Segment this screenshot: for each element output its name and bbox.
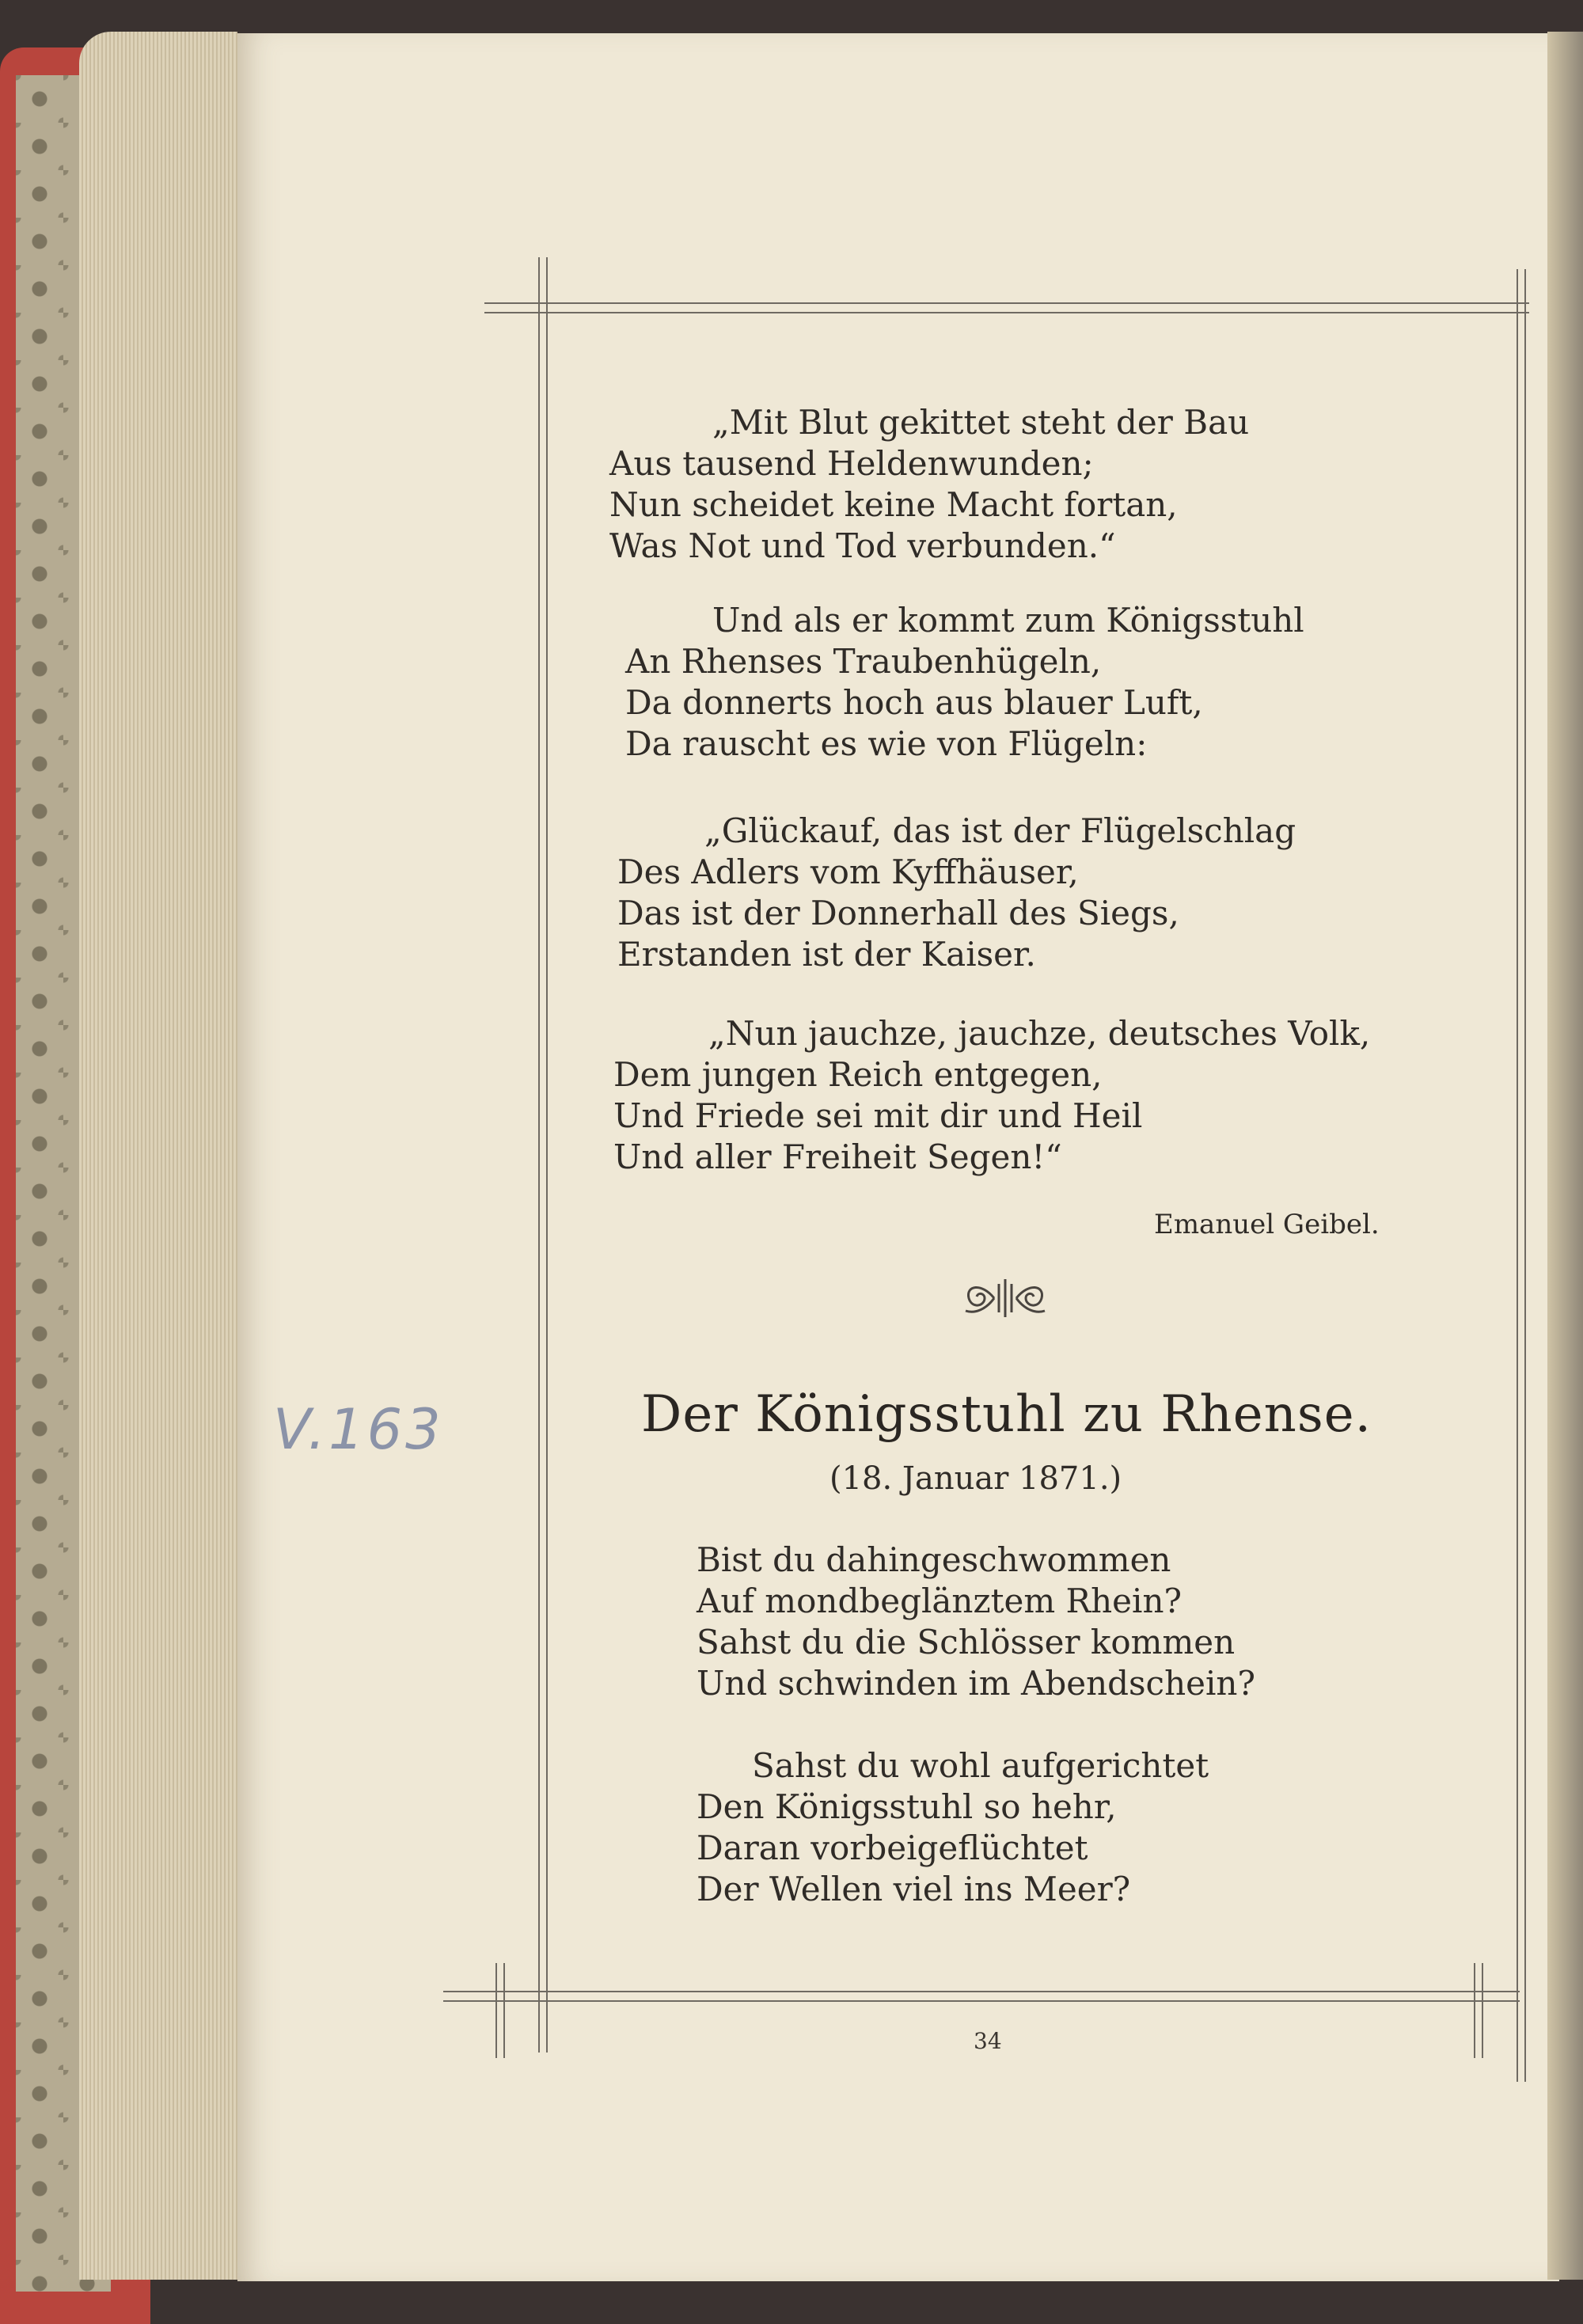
frame-bottom-left-line [495,1963,497,2058]
page-edges [79,32,237,2280]
poem-line: Der Wellen viel ins Meer? [697,1870,1131,1908]
frame-right-line [1517,269,1518,2082]
poem-line: „Nun jauchze, jauchze, deutsches Volk, [708,1014,1371,1053]
poem-line: Das ist der Donnerhall des Siegs, [617,894,1179,932]
frame-left-line [538,257,540,2052]
poem-line: Und Friede sei mit dir und Heil [613,1096,1143,1135]
poem-line: Sahst du wohl aufgerichtet [752,1746,1209,1785]
poem-2-stanza-1 [697,1540,1255,1704]
poem-line: „Mit Blut gekittet steht der Bau [712,403,1250,442]
poem-2-subtitle: (18. Januar 1871.) [829,1460,1122,1497]
frame-bottom-left-line-inner [503,1963,505,2058]
poem-line: Sahst du die Schlösser kommen [697,1623,1236,1661]
poem-line: Und aller Freiheit Segen!“ [613,1137,1062,1176]
poem-1-stanza-1 [609,402,1249,567]
margin-annotation: V.163 [273,1397,444,1462]
poem-line: An Rhenses Traubenhügeln, [625,642,1102,681]
page-number: 34 [974,2028,1002,2054]
poem-line: Bist du dahingeschwommen [697,1540,1171,1579]
frame-left-line-inner [546,257,548,2052]
poem-line: Dem jungen Reich entgegen, [613,1055,1103,1094]
poem-line: Den Königsstuhl so hehr, [697,1787,1117,1826]
poem-line: Erstanden ist der Kaiser. [617,935,1036,974]
poem-1-stanza-3 [617,811,1296,975]
frame-right-line-inner [1524,269,1526,2082]
poem-line: Aus tausend Heldenwunden; [609,444,1094,483]
poem-2-title: Der Königsstuhl zu Rhense. [641,1385,1372,1444]
page-right-edge [1547,32,1583,2280]
poem-line: Daran vorbeigeflüchtet [697,1828,1088,1867]
frame-bottom-right-line [1474,1963,1475,2058]
poem-1-author: Emanuel Geibel. [1154,1209,1380,1240]
poem-line: Und schwinden im Abendschein? [697,1664,1255,1703]
poem-line: Des Adlers vom Kyffhäuser, [617,853,1079,891]
poem-line: Auf mondbeglänztem Rhein? [697,1582,1183,1620]
poem-line: Und als er kommt zum Königsstuhl [712,601,1304,640]
frame-top-line-inner [484,312,1529,313]
poem-2-stanza-2 [697,1745,1209,1910]
poem-line: Nun scheidet keine Macht fortan, [609,485,1178,524]
frame-bottom-line [443,1991,1520,1992]
poem-line: Da donnerts hoch aus blauer Luft, [625,683,1203,722]
poem-1-stanza-2 [625,600,1304,765]
frame-bottom-line-inner [443,2000,1520,2002]
poem-line: Da rauscht es wie von Flügeln: [625,724,1148,763]
poem-line: Was Not und Tod verbunden.“ [609,526,1116,565]
frame-top-line [484,302,1529,304]
ornament-icon [958,1274,1053,1322]
poem-1-stanza-4 [613,1013,1370,1178]
frame-bottom-right-line-inner [1482,1963,1483,2058]
poem-line: „Glückauf, das ist der Flügelschlag [704,811,1296,850]
